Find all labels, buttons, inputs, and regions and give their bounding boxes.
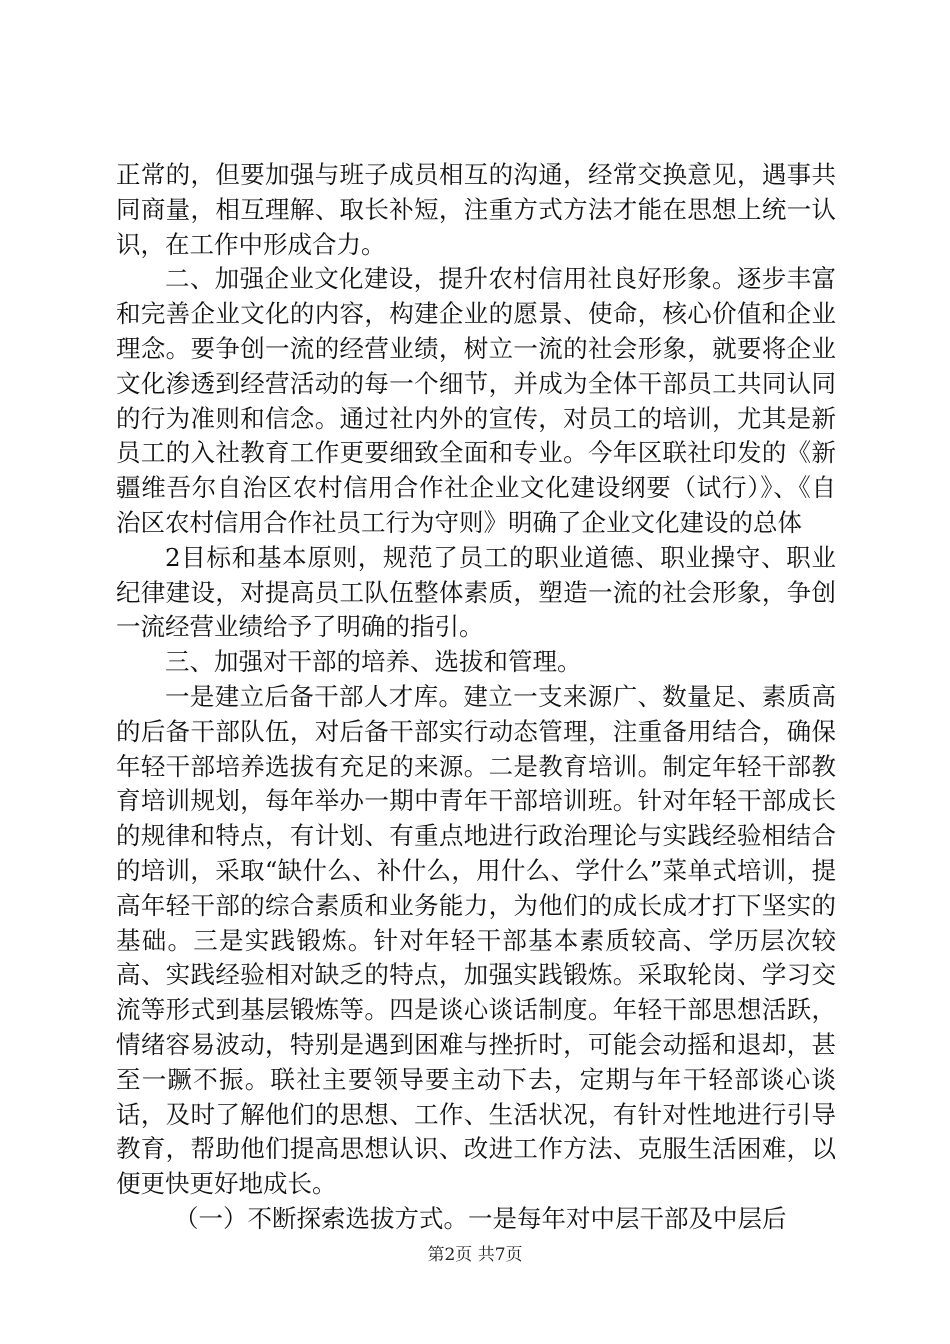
paragraph-3: 2目标和基本原则，规范了员工的职业道德、职业操守、职业纪律建设，对提高员工队伍整体素质，塑造一流的社会形象，争创一流经营业绩给予了明确的指引。 [116, 542, 836, 642]
paragraph-1: 正常的，但要加强与班子成员相互的沟通，经常交换意见，遇事共同商量，相互理解、取长补短，注重方式方法才能在思想上统一认识，在工作中形成合力。 [116, 160, 836, 259]
paragraph-2: 二、加强企业文化建设，提升农村信用社良好形象。逐步丰富和完善企业文化的内容，构建企业的愿景、使命，核心价值和企业理念。要争创一流的经营业绩，树立一流的社会形象，就要将企业文化渗透到经营活动的每一个细节，并成为全体干部员工共同认同的行为准则和信念。通过社内外的宣传，对员工的培训，尤其是新员工的入社教育工作更要细致全面和专业。今年区联社印发的《新疆维吾尔自治区农村信用合作社企业文化建设纲要（试行）》、《自治区农村信用合作社员工行为守则》明确了企业文化建设的总体 [116, 264, 836, 537]
paragraph-4: 三、加强对干部的培养、选拔和管理。 [165, 647, 582, 677]
page-footer: 第2页 共7页 [427, 1245, 523, 1265]
paragraph-5: 一是建立后备干部人才库。建立一支来源广、数量足、素质高的后备干部队伍，对后备干部实行动态管理，注重备用结合，确保年轻干部培养选拔有充足的来源。二是教育培训。制定年轻干部教育培训规划，每年举办一期中青年干部培训班。针对年轻干部成长的规律和特点，有计划、有重点地进行政治理论与实践经验相结合的培训，采取“缺什么、补什么，用什么、学什么”菜单式培训，提高年轻干部的综合素质和业务能力，为他们的成长成才打下坚实的基础。三是实践锻炼。针对年轻干部基本素质较高、学历层次较高、实践经验相对缺乏的特点，加强实践锻炼。采取轮岗、学习交流等形式到基层锻炼等。四是谈心谈话制度。年轻干部思想活跃，情绪容易波动，特别是遇到困难与挫折时，可能会动摇和退却，甚至一蹶不振。联社主要领导要主动下去，定期与年干轻部谈心谈话，及时了解他们的思想、工作、生活状况，有针对性地进行引导教育，帮助他们提高思想认识、改进工作方法、克服生活困难，以便更快更好地成长。 [116, 681, 836, 1199]
paragraph-6: （一）不断探索选拔方式。一是每年对中层干部及中层后 [174, 1203, 787, 1233]
document-body [116, 158, 836, 1237]
